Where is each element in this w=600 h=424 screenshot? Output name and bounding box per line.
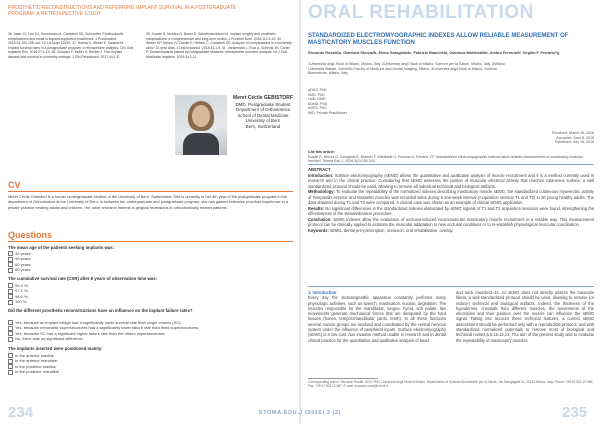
references-column-1: 36. Vaan JC, Lee DJ, Konermann A, Campbell SD, Schroetter. Prosthodontic complications and recall in implant-supported prostheses. J Prosthodont. 2015;24:100-108. doi: 10.1111/jopr.12190. 37. Hanna S, Weber K, Salama M. Implant survival rates in a postgraduate program: a retrospective analysis. Clin Oral Implants Res. 2016;27:1-10. 38. Schwarz F, Müller S, Becker J. Peri-implant disease and survival in university settings. J Clin Periodontol. 2017;44:1-8.: [8, 32, 134, 59]
question-2: The cumulative survival rate (CSR) after 8 years of observation time was:: [8, 276, 158, 281]
cv-heading: CV: [8, 180, 21, 190]
option: 97.1 %;: [8, 288, 29, 293]
section-heading: 1. Introduction: [308, 290, 337, 295]
option: In the posterior mandible.: [8, 369, 60, 374]
option: 100 %.: [8, 299, 29, 304]
citation-text: Rosati R, Sforza G, Garagiola E, Bianchi F, Martinetti G, Ferrario A, Ferrario VF. Standardized electromyographic indexes allow reliable measurement of masticatory muscles function. Stoma Edu J. 2016;3(2):235-242.: [308, 154, 583, 164]
question-2-options: [8, 283, 29, 305]
author-profile: [230, 96, 296, 130]
question-3-options: [8, 320, 294, 342]
checkbox-icon[interactable]: [8, 370, 13, 375]
questions-rule: [8, 241, 293, 242]
abstract: ABSTRACT Introduction: Surface electromyography (sEMG) allows the quantitative and qualitative analysis of muscle recruitment and it is a method currently used in research and in the clinical practice. Considering that sEMG assesses the portion of muscular electrical activity that reaches cutaneous surface, a well standardized protocol should be used, allowing to remove all individual technical and biological artifacts. Methodology: To evaluate the repeatability of the normalized indexes describing masticatory muscle sEMG, the standardized cutaneous myoelectric activity of Temporalis Anterior and Masseter muscles was recorded twice during a one-week interval (Acquisition session T1 and T2) in 20 young healthy adults. The data obtained during T1 and T2 were compared. A clinical case was shown as an example of clinical sEMG application. Results: No significant differences in the standardized indexes elaborated by sEMG signals of T1 and T2 acquisition sessions were found, strengthening the effectiveness of the standardization procedure. Conclusion: sEMG indexes allow the evaluation of occlusal-induced neuromuscular masticatory muscle recruitment in a reliable way. This measurement protocol can be clinically applied to estimate the muscular adaptation to new occlusal conditions or to re-establish physiological muscular coordination. Keywords: sEMG, dental pre-prescription, occlusion, oral rehabilitation, overlay.: [308, 167, 595, 233]
page-number-left: 234: [8, 404, 34, 421]
checkbox-icon[interactable]: [8, 337, 13, 342]
page-number-right: 235: [562, 404, 588, 421]
article-affiliation: 1Università degli Studi di Milano, Milano, Italy. 2Università degli Studi di Milano, Scienze per la Salute, Milano, Italy. 3Milano Università Statale, Scientific Faculty of Medicine and Dental Imaging, Milano. 4Università degli Studi di Milano, Scienze Biomediche, Milano, Italy.: [308, 62, 505, 76]
option: In the anterior mandible;: [8, 358, 60, 363]
author-line: Department of Orthodontics: [236, 107, 290, 113]
body-column-1: [308, 290, 446, 343]
option: Yes, because an implant bridge had a significantly lower survival rate than single crowns (SC);: [8, 320, 294, 325]
abstract-rule-bottom: [308, 286, 594, 287]
option: In the anterior maxilla;: [8, 353, 60, 358]
author-line: Bern, Switzerland: [245, 123, 281, 129]
abstract-label: ABSTRACT: [308, 167, 331, 172]
article-authors: Riccardo Rosati1a, Gianluca Sforza2b, Elena Garagiola3c, Fabrizio Bianchi4d, Gianluca Martinetti5e, Ambra Ferrario6f, Virgilio F. Ferrario7g: [308, 51, 560, 55]
option: Yes, because SC had a significant higher failure rate than the others superstructures;: [8, 331, 294, 336]
option: 80 years.: [8, 267, 31, 272]
author-degrees: aDDS, PhD bMD, PhD cMD, DMD dDMD, PhD eDDS, PhD fMD, Private Practitioner: [308, 88, 347, 115]
references-column-2: 39. Duarte N, Mordeo N, Bauer D, Schwertzenbaum M. Implant surgery and prosthetic complications: a comprehensive and long-term review. J Prosthet Dent. 2014;112:1-12. 40. Weber HP, Neves LV, Gardin R, Rebelo C, Campbell SD. Analysis of complications in a university clinic: 10-year data. J Oral Implantol. 2018;44:1-9. 41. Vandemark L, Ruiz A, Scheutz JH, Carter P. Dental implants placed by postgraduate students: retrospective outcome analysis. Int J Oral Maxillofac Implants. 2019;34:1-11.: [146, 32, 292, 59]
cv-rule: [8, 191, 293, 192]
question-4-options: [8, 353, 60, 375]
question-4: The implants inserted were positioned mainly:: [8, 346, 103, 351]
option: In the posterior maxilla;: [8, 364, 60, 369]
citation-label: Cite this article:: [308, 150, 335, 154]
citation: [308, 150, 594, 164]
author-line: University of Bern: [245, 118, 281, 124]
left-running-head: PROSTHETIC RECONSTRUCTIONS AND REFERRING IMPLANT SURVIVAL IN A POSTGRADUATE PROGRAM: A RETROSPECTIVE STUDY: [8, 5, 237, 17]
option: Yes, because removable superstructures had a significantly lower failure rate than fixed superstructures;: [8, 325, 294, 330]
body-text: and neck muscles1-24. As sEMG does not directly assess the muscular fibers, a well-standardized protocol should be used, allowing to remove (or reduce) technical and biological artifacts. Indeed, the thickness of the hypodermis, crosstalk from different muscles, the movements of the electrodes and their position over the muscle can influence the sEMG signal. Taking into account these technical features, a correct sEMG assessment should be performed only with a reproducible protocol, and with standardized normalized potentials to remove most of biological and technical noise4,6,8,10,12,13. The aim of the present study was to evaluate the repeatability of masticatory muscles: [456, 290, 594, 343]
option: 95.4 %;: [8, 283, 29, 288]
article-dates: Received: March 16, 2016 Accepted: June 8, 2016 Published: July 18, 2016: [552, 131, 594, 145]
checkbox-icon[interactable]: [8, 300, 13, 305]
abstract-rule-top: [308, 164, 594, 165]
page-gutter: [299, 0, 301, 424]
journal-footer: STOMA.EDU.J (2016) 3 (2): [258, 410, 342, 416]
checkbox-icon[interactable]: [8, 268, 13, 273]
questions-heading: Questions: [8, 230, 53, 240]
cv-text: Meret Cécile Gebistorf is a former undergraduate student of the University of Bern, Switzerland. She is currently in her 4th year of the postgraduate program in the department of Orthodontics at the University of Bern. In between her undergraduate and postgraduate program, she has gained extensive practical experience in a private practice treating adults and children. Her other research interest is gingival recessions in orthodontically treated patients.: [8, 194, 289, 210]
body-column-2: [456, 290, 594, 343]
option: 98.6 %;: [8, 294, 29, 299]
question-1-options: [8, 251, 31, 273]
footnote-rule: [308, 378, 378, 379]
question-3: Did the different prosthetic reconstructions have an influence on the implant failure rates?: [8, 308, 193, 313]
author-line: DMD, Postgraduate Student: [235, 101, 291, 107]
option: 40 years;: [8, 256, 31, 261]
option: 30 years;: [8, 251, 31, 256]
body-text: Every day the stomatognathic apparatus constantly performs many physiologic activities, such as speech, mastication, suction, deglutition. The muscles responsible for the mandibular, tongue, hyoid, soft palate, lips movements generate mechanical forces that are dissipated by the hard tissues (bones, temporomandibular joints, teeth). In all these functions several muscle groups are involved and coordinated by the central nervous system under the influence of peripheral inputs. Surface electromyography (sEMG) is a low cost, non invasive method usable in research and in dental clinical practice for the quantitative and qualitative analysis of head: [308, 295, 446, 343]
article-title: STANDARDIZED ELECTROMYOGRAPHIC INDEXES ALLOW RELIABLE MEASUREMENT OF MASTICATORY MUSCLES FUNCTION: [308, 33, 569, 47]
author-photo: [175, 95, 227, 155]
author-name: Meret Cécile GEBISTORF: [233, 95, 293, 101]
option: No, there was no significant difference.: [8, 336, 294, 341]
question-1: The mean age of the patients seeking implants was:: [8, 245, 115, 250]
right-running-head: ORAL REHABILITATION: [308, 2, 534, 23]
author-line: School of Dental Medicine: [237, 112, 289, 118]
option: 60 years;: [8, 262, 31, 267]
corresponding-author: Corresponding author: Riccardo Rosati, DDS, PhD, Università degli Studi di Milano, Dipartimento di Scienze Biomediche per la Salute, Via Mangiagalli 31, 20133 Milano, Italy. Phone: +39 02 503 15 396; Fax: +39 02 503 15 387; E-mail: riccardo.rosati@unimi.it: [308, 380, 594, 389]
